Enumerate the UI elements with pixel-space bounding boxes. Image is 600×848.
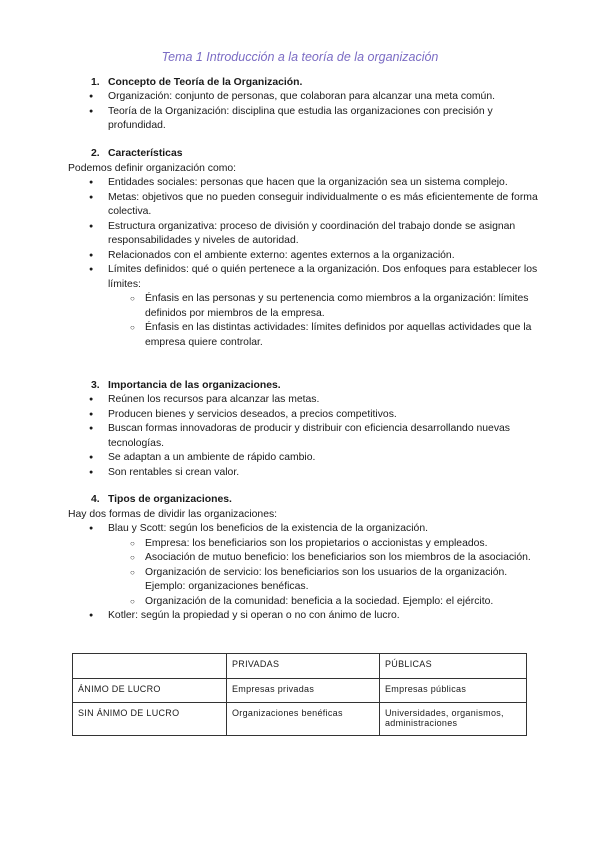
- sub-list-item: ○ Organización de servicio: los beneficiarios son los usuarios de la organización. Ejemplo: organizaciones benéficas.: [70, 566, 540, 595]
- section-intro: Podemos definir organización como:: [68, 163, 237, 174]
- section-concepto: [70, 75, 540, 134]
- list-item: ● Se adaptan a un ambiente de rápido cambio.: [70, 451, 540, 466]
- list-item: ● Entidades sociales: personas que hacen que la organización sea un sistema complejo.: [70, 176, 540, 191]
- table-cell: [73, 654, 227, 679]
- list-item: ● Límites definidos: qué o quién pertenece a la organización. Dos enfoques para establecer los límites:: [70, 263, 540, 292]
- sub-list-item: ○ Organización de la comunidad: beneficia a la sociedad. Ejemplo: el ejército.: [70, 595, 540, 610]
- sub-list-item: ○ Énfasis en las personas y su pertenencia como miembros a la organización: límites definidos por miembros de la empresa.: [70, 292, 540, 321]
- section-intro: Hay dos formas de dividir las organizaciones:: [68, 509, 278, 520]
- table-cell: ÁNIMO DE LUCRO: [73, 679, 227, 703]
- list-item: ● Relacionados con el ambiente externo: agentes externos a la organización.: [70, 249, 540, 264]
- bullet-list: [70, 90, 540, 134]
- bullet-list: [70, 522, 540, 624]
- list-item: ● Producen bienes y servicios deseados, a precios competitivos.: [70, 408, 540, 423]
- table-cell: PRIVADAS: [227, 654, 380, 679]
- list-item: ● Metas: objetivos que no pueden conseguir individualmente o es más eficientemente de forma colectiva.: [70, 191, 540, 220]
- document-title: Tema 1 Introducción a la teoría de la organización: [161, 50, 439, 64]
- section-heading: 3. Importancia de las organizaciones.: [91, 380, 281, 391]
- table-cell: Universidades, organismos, administraciones: [380, 703, 527, 736]
- table-row: [73, 679, 527, 703]
- table-cell: SIN ÁNIMO DE LUCRO: [73, 703, 227, 736]
- section-tipos: [70, 492, 540, 624]
- list-item: ● Estructura organizativa: proceso de división y coordinación del trabajo donde se asignan responsabilidades y niveles de autoridad.: [70, 220, 540, 249]
- sub-list-item: ○ Asociación de mutuo beneficio: los beneficiarios son los miembros de la asociación.: [70, 551, 540, 566]
- table-header-row: [73, 654, 527, 679]
- list-item: ● Organización: conjunto de personas, que colaboran para alcanzar una meta común.: [70, 90, 540, 105]
- table-cell: Organizaciones benéficas: [227, 703, 380, 736]
- list-item: ● Kotler: según la propiedad y si operan o no con ánimo de lucro.: [70, 609, 540, 624]
- sub-list-item: ○ Énfasis en las distintas actividades: límites definidos por aquellas actividades que la empresa quiere controlar.: [70, 321, 540, 350]
- list-item: ● Buscan formas innovadoras de producir y distribuir con eficiencia desarrollando nuevas tecnologías.: [70, 422, 540, 451]
- list-item: ● Teoría de la Organización: disciplina que estudia las organizaciones con precisión y profundidad.: [70, 105, 540, 134]
- bullet-list: [70, 393, 540, 480]
- organization-types-table: [72, 653, 527, 736]
- list-item: ● Blau y Scott: según los beneficios de la existencia de la organización.: [70, 522, 540, 537]
- table-cell: Empresas públicas: [380, 679, 527, 703]
- list-item: ● Reúnen los recursos para alcanzar las metas.: [70, 393, 540, 408]
- section-heading: 2. Características: [91, 148, 183, 159]
- section-caracteristicas: [70, 146, 540, 350]
- list-item: ● Son rentables si crean valor.: [70, 466, 540, 481]
- table-row: [73, 703, 527, 736]
- bullet-list: [70, 176, 540, 350]
- table-cell: PÚBLICAS: [380, 654, 527, 679]
- section-importancia: [70, 378, 540, 480]
- section-heading: 1. Concepto de Teoría de la Organización.: [91, 77, 303, 88]
- section-heading: 4. Tipos de organizaciones.: [91, 494, 232, 505]
- sub-list-item: ○ Empresa: los beneficiarios son los propietarios o accionistas y empleados.: [70, 537, 540, 552]
- table-cell: Empresas privadas: [227, 679, 380, 703]
